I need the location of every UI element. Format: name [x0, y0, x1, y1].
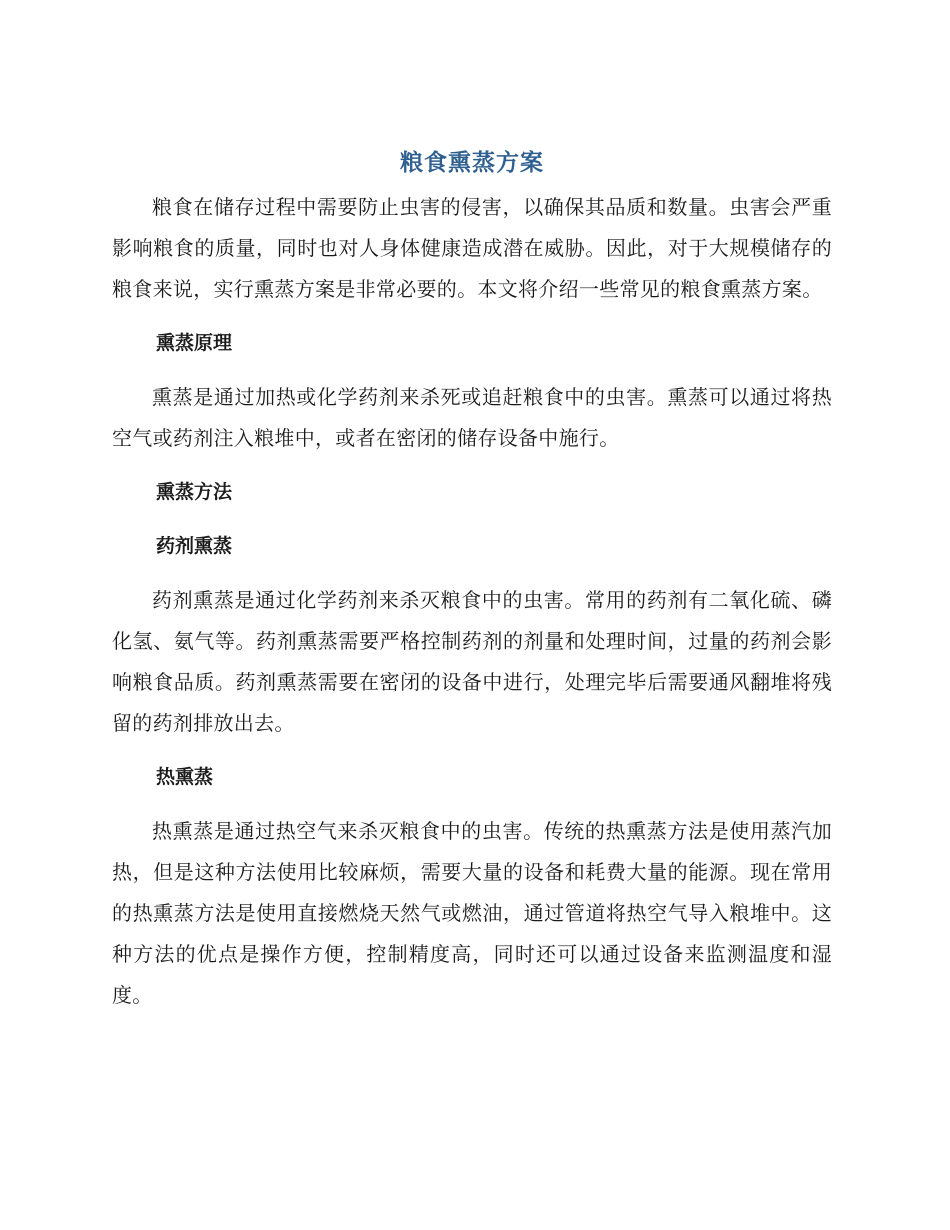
spacer: [112, 798, 832, 811]
intro-paragraph: 粮食在储存过程中需要防止虫害的侵害，以确保其品质和数量。虫害会严重影响粮食的质量，同时也对人身体健康造成潜在威胁。因此，对于大规模储存的粮食来说，实行熏蒸方案是非常必要的。本文将介绍一些常见的粮食熏蒸方案。: [112, 195, 832, 301]
spacer: [112, 513, 832, 526]
principle-paragraph: 熏蒸是通过加热或化学药剂来杀死或追赶粮食中的虫害。熏蒸可以通过将热空气或药剂注入粮堆中，或者在密闭的储存设备中施行。: [112, 385, 832, 450]
spacer: [112, 567, 832, 580]
spacer: [112, 364, 832, 377]
spacer: [112, 310, 832, 323]
document-title: 粮食熏蒸方案: [400, 150, 544, 176]
chemical-paragraph: 药剂熏蒸是通过化学药剂来杀灭粮食中的虫害。常用的药剂有二氧化硫、磷化氢、氨气等。药剂熏蒸需要严格控制药剂的剂量和处理时间，过量的药剂会影响粮食品质。药剂熏蒸需要在密闭的设备中进行，处理完毕后需要通风翻堆将残留的药剂排放出去。: [112, 588, 832, 735]
heading-principle: 熏蒸原理: [156, 332, 233, 354]
heading-heat: 热熏蒸: [156, 766, 214, 788]
spacer: [112, 459, 832, 472]
heading-chemical: 药剂熏蒸: [156, 535, 233, 557]
spacer: [112, 744, 832, 757]
heat-paragraph: 热熏蒸是通过热空气来杀灭粮食中的虫害。传统的热熏蒸方法是使用蒸汽加热，但是这种方法使用比较麻烦，需要大量的设备和耗费大量的能源。现在常用的热熏蒸方法是使用直接燃烧天然气或燃油，通过管道将热空气导入粮堆中。这种方法的优点是操作方便，控制精度高，同时还可以通过设备来监测温度和湿度。: [112, 819, 832, 1007]
document-page: [112, 145, 832, 1016]
heading-methods: 熏蒸方法: [156, 481, 233, 503]
